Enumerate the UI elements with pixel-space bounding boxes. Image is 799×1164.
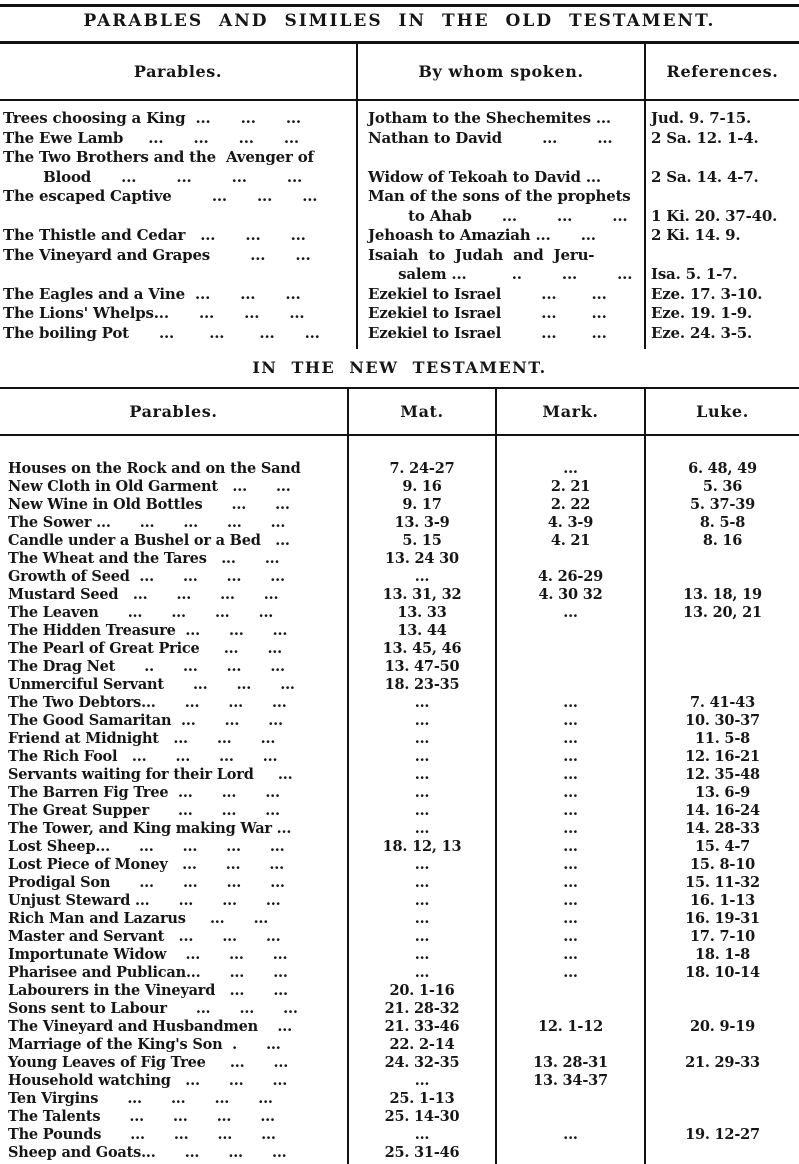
matthew-reference-cell: ... [347, 1126, 495, 1144]
nt-header-parables: Parables. [0, 389, 347, 436]
parable-name-cell: The Ewe Lamb ... ... ... ... [3, 128, 299, 147]
parable-name-cell: New Cloth in Old Garment ... ... [8, 478, 291, 495]
table-row [0, 838, 799, 856]
matthew-reference-cell: 20. 1-16 [347, 982, 495, 1000]
mark-reference-cell: ... [495, 946, 644, 964]
spoken-by-cell: Ezekiel to Israel ... ... [356, 285, 644, 305]
mark-reference-cell [495, 676, 644, 694]
parable-name-cell: New Wine in Old Bottles ... ... [8, 496, 290, 513]
luke-reference-cell: 21. 29-33 [644, 1054, 799, 1072]
mark-reference-cell: 4. 30 32 [495, 586, 644, 604]
matthew-reference-cell: 21. 33-46 [347, 1018, 495, 1036]
table-row [0, 1000, 799, 1018]
matthew-reference-cell: ... [347, 910, 495, 928]
parable-name-cell: The escaped Captive ... ... ... [3, 187, 318, 205]
parable-name-cell: The Barren Fig Tree ... ... ... [8, 784, 280, 801]
mark-reference-cell: 4. 21 [495, 532, 644, 550]
parable-name-cell: Unjust Steward ... ... ... ... [8, 892, 281, 909]
parable-name-cell: Friend at Midnight ... ... ... [8, 730, 276, 747]
nt-parables-table [0, 389, 799, 1164]
nt-table-body [0, 436, 799, 1162]
spacer-row [0, 436, 799, 460]
mark-reference-cell: ... [495, 910, 644, 928]
table-row [0, 1144, 799, 1162]
parable-name-cell: Trees choosing a King ... ... ... [3, 109, 301, 127]
ot-header-parables: Parables. [0, 44, 356, 101]
parable-name-cell: Household watching ... ... ... [8, 1072, 288, 1089]
reference-cell: 2 Sa. 12. 1-4. [644, 129, 799, 149]
parable-name-cell: The Talents ... ... ... ... [8, 1108, 275, 1125]
spoken-by-cell: salem ... .. ... ... [356, 265, 644, 285]
parable-name-cell: Sons sent to Labour ... ... ... [8, 1000, 298, 1017]
table-row [0, 730, 799, 748]
table-row [0, 109, 799, 129]
luke-reference-cell [644, 1036, 799, 1054]
mark-reference-cell [495, 1000, 644, 1018]
table-row [0, 129, 799, 149]
spoken-by-cell [356, 148, 644, 168]
spoken-by-cell: Ezekiel to Israel ... ... [356, 304, 644, 324]
luke-reference-cell: 5. 37-39 [644, 496, 799, 514]
table-row [0, 568, 799, 586]
mark-reference-cell: ... [495, 730, 644, 748]
table-row [0, 1018, 799, 1036]
table-row [0, 1054, 799, 1072]
luke-reference-cell: 10. 30-37 [644, 712, 799, 730]
matthew-reference-cell: ... [347, 946, 495, 964]
reference-cell: 2 Sa. 14. 4-7. [644, 168, 799, 188]
table-row [0, 1090, 799, 1108]
table-row [0, 478, 799, 496]
mark-reference-cell: ... [495, 766, 644, 784]
matthew-reference-cell: ... [347, 766, 495, 784]
parable-name-cell [0, 207, 356, 227]
matthew-reference-cell: ... [347, 712, 495, 730]
matthew-reference-cell: 13. 44 [347, 622, 495, 640]
table-row [0, 676, 799, 694]
luke-reference-cell: 7. 41-43 [644, 694, 799, 712]
luke-reference-cell: 13. 20, 21 [644, 604, 799, 622]
mark-reference-cell: ... [495, 460, 644, 478]
table-row [0, 622, 799, 640]
matthew-reference-cell: 25. 31-46 [347, 1144, 495, 1162]
mark-reference-cell: 13. 28-31 [495, 1054, 644, 1072]
parable-name-cell: The Sower ... ... ... ... ... [8, 514, 286, 531]
matthew-reference-cell: ... [347, 892, 495, 910]
mark-reference-cell: ... [495, 838, 644, 856]
table-row [0, 550, 799, 568]
reference-cell: Eze. 24. 3-5. [644, 324, 799, 344]
table-row [0, 748, 799, 766]
matthew-reference-cell: 7. 24-27 [347, 460, 495, 478]
parable-name-cell: The Pounds ... ... ... ... [8, 1126, 276, 1143]
mark-reference-cell: 12. 1-12 [495, 1018, 644, 1036]
parable-name-cell: The Good Samaritan ... ... ... [8, 712, 283, 729]
table-row [0, 304, 799, 324]
parable-name-cell: The Thistle and Cedar ... ... ... [3, 226, 306, 244]
matthew-reference-cell: ... [347, 1072, 495, 1090]
nt-section-title: IN THE NEW TESTAMENT. [252, 358, 547, 377]
top-border-rule [0, 4, 799, 7]
table-row [0, 604, 799, 622]
parable-name-cell: Master and Servant ... ... ... [8, 928, 281, 945]
mark-reference-cell [495, 982, 644, 1000]
matthew-reference-cell: 13. 33 [347, 604, 495, 622]
parable-name-cell: Prodigal Son ... ... ... ... [8, 874, 285, 891]
table-row [0, 460, 799, 478]
reference-cell [644, 246, 799, 266]
matthew-reference-cell: 13. 24 30 [347, 550, 495, 568]
parable-name-cell: Growth of Seed ... ... ... ... [8, 568, 285, 585]
luke-reference-cell [644, 622, 799, 640]
parable-name-cell: Sheep and Goats... ... ... ... [8, 1144, 287, 1161]
matthew-reference-cell: ... [347, 820, 495, 838]
luke-reference-cell: 18. 1-8 [644, 946, 799, 964]
parable-name-cell: The boiling Pot ... ... ... ... [3, 323, 320, 342]
matthew-reference-cell: ... [347, 874, 495, 892]
table-row [0, 892, 799, 910]
parable-name-cell: Mustard Seed ... ... ... ... [8, 586, 279, 603]
parable-name-cell: Young Leaves of Fig Tree ... ... [8, 1054, 289, 1071]
table-row [0, 964, 799, 982]
mark-reference-cell: 2. 22 [495, 496, 644, 514]
mark-reference-cell: 13. 34-37 [495, 1072, 644, 1090]
luke-reference-cell [644, 982, 799, 1000]
reference-cell: Jud. 9. 7-15. [644, 109, 799, 129]
matthew-reference-cell: 18. 23-35 [347, 676, 495, 694]
luke-reference-cell: 15. 11-32 [644, 874, 799, 892]
mark-reference-cell: ... [495, 928, 644, 946]
luke-reference-cell [644, 658, 799, 676]
spoken-by-cell: Man of the sons of the prophets [356, 187, 644, 207]
mark-reference-cell [495, 658, 644, 676]
table-row [0, 148, 799, 168]
table-row [0, 802, 799, 820]
parable-name-cell: Ten Virgins ... ... ... ... [8, 1090, 273, 1107]
table-row [0, 532, 799, 550]
matthew-reference-cell: 25. 1-13 [347, 1090, 495, 1108]
luke-reference-cell: 16. 1-13 [644, 892, 799, 910]
ot-header-references: References. [644, 44, 799, 101]
matthew-reference-cell: 25. 14-30 [347, 1108, 495, 1126]
spoken-by-cell: Isaiah to Judah and Jeru- [356, 246, 644, 266]
matthew-reference-cell: 18. 12, 13 [347, 838, 495, 856]
parable-name-cell: The Tower, and King making War ... [8, 820, 292, 837]
luke-reference-cell [644, 1090, 799, 1108]
table-row [0, 496, 799, 514]
matthew-reference-cell: 13. 31, 32 [347, 586, 495, 604]
matthew-reference-cell: 24. 32-35 [347, 1054, 495, 1072]
luke-reference-cell [644, 550, 799, 568]
nt-header-mark: Mark. [495, 389, 644, 436]
table-row [0, 226, 799, 246]
mark-reference-cell: ... [495, 856, 644, 874]
ot-header-by-whom-spoken: By whom spoken. [356, 44, 644, 101]
table-row [0, 265, 799, 285]
luke-reference-cell: 13. 18, 19 [644, 586, 799, 604]
luke-reference-cell: 12. 16-21 [644, 748, 799, 766]
mark-reference-cell: ... [495, 604, 644, 622]
matthew-reference-cell: 9. 16 [347, 478, 495, 496]
matthew-reference-cell: ... [347, 964, 495, 982]
luke-reference-cell [644, 568, 799, 586]
parable-name-cell: Candle under a Bushel or a Bed ... [8, 532, 290, 549]
luke-reference-cell: 15. 8-10 [644, 856, 799, 874]
luke-reference-cell [644, 676, 799, 694]
table-row [0, 712, 799, 730]
table-row [0, 640, 799, 658]
parable-name-cell: Servants waiting for their Lord ... [8, 766, 293, 783]
matthew-reference-cell: ... [347, 784, 495, 802]
matthew-reference-cell: ... [347, 802, 495, 820]
luke-reference-cell: 15. 4-7 [644, 838, 799, 856]
luke-reference-cell: 5. 36 [644, 478, 799, 496]
spoken-by-cell: to Ahab ... ... ... [356, 207, 644, 227]
matthew-reference-cell: 21. 28-32 [347, 1000, 495, 1018]
table-row [0, 946, 799, 964]
table-row [0, 982, 799, 1000]
spoken-by-cell: Jotham to the Shechemites ... [356, 109, 644, 129]
matthew-reference-cell: ... [347, 856, 495, 874]
table-row [0, 856, 799, 874]
luke-reference-cell: 20. 9-19 [644, 1018, 799, 1036]
table-row [0, 694, 799, 712]
luke-reference-cell [644, 1108, 799, 1126]
mark-reference-cell: ... [495, 1126, 644, 1144]
parable-name-cell: Pharisee and Publican... ... ... [8, 964, 288, 981]
parable-name-cell: Houses on the Rock and on the Sand [8, 460, 301, 477]
luke-reference-cell: 8. 16 [644, 532, 799, 550]
matthew-reference-cell: 13. 45, 46 [347, 640, 495, 658]
nt-header-luke: Luke. [644, 389, 799, 436]
matthew-reference-cell: 22. 2-14 [347, 1036, 495, 1054]
luke-reference-cell: 6. 48, 49 [644, 460, 799, 478]
nt-table-header-row [0, 389, 799, 436]
table-row [0, 658, 799, 676]
reference-cell: Eze. 17. 3-10. [644, 285, 799, 305]
mark-reference-cell: ... [495, 964, 644, 982]
luke-reference-cell: 13. 6-9 [644, 784, 799, 802]
luke-reference-cell: 8. 5-8 [644, 514, 799, 532]
mark-reference-cell [495, 1144, 644, 1162]
table-row [0, 1072, 799, 1090]
parable-name-cell: The Eagles and a Vine ... ... ... [3, 284, 301, 303]
parable-name-cell: Lost Sheep... ... ... ... ... [8, 838, 285, 855]
parable-name-cell: The Vineyard and Husbandmen ... [8, 1018, 292, 1035]
mark-reference-cell: ... [495, 712, 644, 730]
parable-name-cell: The Lions' Whelps... ... ... ... [3, 304, 305, 322]
mark-reference-cell: 4. 26-29 [495, 568, 644, 586]
parable-name-cell: Blood ... ... ... ... [3, 167, 302, 186]
table-row [0, 246, 799, 266]
mark-reference-cell: ... [495, 874, 644, 892]
table-row [0, 820, 799, 838]
parable-name-cell: Unmerciful Servant ... ... ... [8, 676, 295, 693]
parable-name-cell: The Pearl of Great Price ... ... [8, 640, 283, 657]
table-row [0, 1108, 799, 1126]
matthew-reference-cell: 13. 47-50 [347, 658, 495, 676]
ot-table-body [0, 101, 799, 343]
mark-reference-cell [495, 622, 644, 640]
spoken-by-cell: Ezekiel to Israel ... ... [356, 324, 644, 344]
reference-cell [644, 187, 799, 207]
luke-reference-cell: 16. 19-31 [644, 910, 799, 928]
parable-name-cell: Rich Man and Lazarus ... ... [8, 910, 269, 927]
matthew-reference-cell: 5. 15 [347, 532, 495, 550]
ot-section-title: PARABLES AND SIMILES IN THE OLD TESTAMENT. [83, 11, 716, 31]
mark-reference-cell [495, 1036, 644, 1054]
luke-reference-cell [644, 1000, 799, 1018]
table-row [0, 1126, 799, 1144]
mark-reference-cell: ... [495, 820, 644, 838]
parable-name-cell: The Two Brothers and the Avenger of [3, 148, 314, 166]
spoken-by-cell: Widow of Tekoah to David ... [356, 168, 644, 188]
luke-reference-cell [644, 1144, 799, 1162]
parable-name-cell: Importunate Widow ... ... ... [8, 946, 288, 963]
matthew-reference-cell: ... [347, 748, 495, 766]
matthew-reference-cell: ... [347, 928, 495, 946]
table-row [0, 586, 799, 604]
luke-reference-cell: 14. 16-24 [644, 802, 799, 820]
reference-cell [644, 148, 799, 168]
mark-reference-cell [495, 640, 644, 658]
parable-name-cell: The Leaven ... ... ... ... [8, 604, 274, 621]
reference-cell: Eze. 19. 1-9. [644, 304, 799, 324]
parable-name-cell: The Drag Net .. ... ... ... [8, 658, 285, 675]
reference-cell: 2 Ki. 14. 9. [644, 226, 799, 246]
parable-name-cell: The Hidden Treasure ... ... ... [8, 622, 288, 639]
spoken-by-cell: Jehoash to Amaziah ... ... [356, 226, 644, 246]
reference-cell: Isa. 5. 1-7. [644, 265, 799, 285]
parable-name-cell: Labourers in the Vineyard ... ... [8, 982, 288, 999]
table-row [0, 187, 799, 207]
luke-reference-cell: 18. 10-14 [644, 964, 799, 982]
table-row [0, 285, 799, 305]
luke-reference-cell: 17. 7-10 [644, 928, 799, 946]
luke-reference-cell: 12. 35-48 [644, 766, 799, 784]
spacer-row [0, 101, 799, 109]
luke-reference-cell [644, 1072, 799, 1090]
table-row [0, 168, 799, 188]
table-row [0, 874, 799, 892]
mark-reference-cell: ... [495, 784, 644, 802]
mark-reference-cell: ... [495, 892, 644, 910]
parable-name-cell: The Rich Fool ... ... ... ... [8, 748, 278, 765]
matthew-reference-cell: ... [347, 568, 495, 586]
table-row [0, 910, 799, 928]
mark-reference-cell: ... [495, 802, 644, 820]
table-row [0, 766, 799, 784]
ot-table-header-row [0, 44, 799, 101]
table-row [0, 514, 799, 532]
mark-reference-cell: 4. 3-9 [495, 514, 644, 532]
parable-name-cell: The Two Debtors... ... ... ... [8, 694, 287, 711]
table-row [0, 928, 799, 946]
matthew-reference-cell: 13. 3-9 [347, 514, 495, 532]
mark-reference-cell [495, 1090, 644, 1108]
luke-reference-cell: 11. 5-8 [644, 730, 799, 748]
nt-header-mat: Mat. [347, 389, 495, 436]
luke-reference-cell: 14. 28-33 [644, 820, 799, 838]
parable-name-cell [0, 265, 356, 285]
ot-parables-table [0, 44, 799, 349]
parable-name-cell: Marriage of the King's Son . ... [8, 1036, 281, 1053]
mark-reference-cell: ... [495, 748, 644, 766]
reference-cell: 1 Ki. 20. 37-40. [644, 207, 799, 227]
mark-reference-cell [495, 1108, 644, 1126]
spoken-by-cell: Nathan to David ... ... [356, 129, 644, 149]
luke-reference-cell: 19. 12-27 [644, 1126, 799, 1144]
parable-name-cell: Lost Piece of Money ... ... ... [8, 856, 284, 873]
mark-reference-cell: ... [495, 694, 644, 712]
matthew-reference-cell: 9. 17 [347, 496, 495, 514]
luke-reference-cell [644, 640, 799, 658]
matthew-reference-cell: ... [347, 730, 495, 748]
mark-reference-cell: 2. 21 [495, 478, 644, 496]
table-row [0, 784, 799, 802]
mark-reference-cell [495, 550, 644, 568]
table-row [0, 324, 799, 344]
table-row [0, 1036, 799, 1054]
parable-name-cell: The Wheat and the Tares ... ... [8, 550, 280, 567]
parable-name-cell: The Great Supper ... ... ... [8, 802, 280, 819]
table-row [0, 207, 799, 227]
matthew-reference-cell: ... [347, 694, 495, 712]
parable-name-cell: The Vineyard and Grapes ... ... [3, 245, 311, 264]
spacer-row [0, 343, 799, 349]
